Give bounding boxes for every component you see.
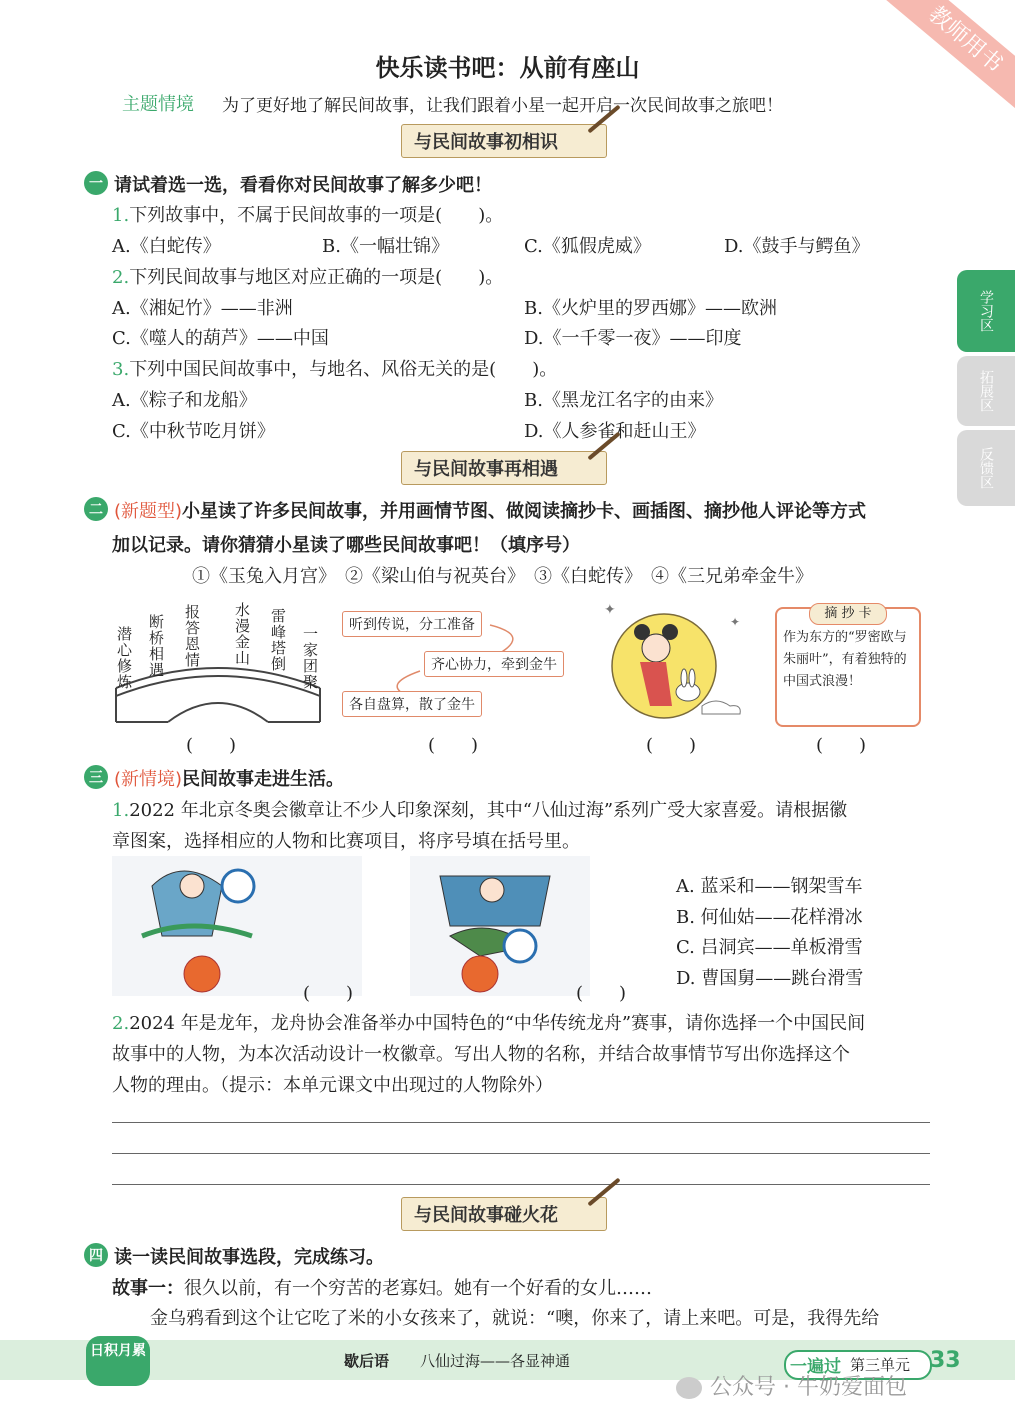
question-1-3	[112, 355, 557, 381]
theme-label: 主题情境	[122, 94, 194, 115]
section1-title: 请试着选一选，看看你对民间故事了解多少吧！	[114, 175, 492, 196]
option-a[interactable]: A.《粽子和龙船》	[112, 390, 257, 411]
answer-line[interactable]	[112, 1122, 930, 1123]
section3-title	[114, 765, 344, 791]
option-a[interactable]: A.《白蛇传》	[112, 236, 221, 257]
answer-blank[interactable]: ( )	[428, 735, 479, 756]
flow-plot-diagram	[340, 605, 580, 721]
question-3-1-line1	[112, 796, 847, 822]
plot-step: 一家团聚	[301, 626, 319, 690]
section-banner-2	[401, 451, 607, 485]
side-tab-expand[interactable]: 拓展区	[957, 356, 1015, 426]
option-b[interactable]: B.《黑龙江名字的由来》	[524, 390, 723, 411]
wechat-icon	[676, 1377, 702, 1399]
option-b[interactable]: B.《一幅壮锦》	[322, 236, 449, 257]
side-tab-study[interactable]: 学习区	[957, 270, 1015, 352]
plot-step: 潜心修炼	[115, 626, 133, 690]
question-3-1-line2: 章图案，选择相应的人物和比赛项目，将序号填在括号里。	[112, 831, 580, 852]
svg-text:✦: ✦	[730, 615, 741, 629]
bridge-plot-diagram	[112, 598, 324, 724]
answer-blank[interactable]: ( )	[186, 735, 237, 756]
question-text: 2024 年是龙年，龙舟协会准备举办中国特色的“中华传统龙舟”赛事，请你选择一个中国民间	[129, 1013, 866, 1034]
answer-blank[interactable]: ( )	[646, 735, 697, 756]
story-line-1	[112, 1274, 652, 1300]
option-d[interactable]: D.《一千零一夜》——印度	[524, 328, 742, 349]
option-c[interactable]: C.《中秋节吃月饼》	[112, 421, 275, 442]
page-title: 快乐读书吧：从前有座山	[375, 54, 640, 82]
immortal-badge-icon	[112, 856, 362, 996]
section4-title: 读一读民间故事选段，完成练习。	[114, 1247, 384, 1268]
flow-note: 齐心协力，牵到金牛	[424, 651, 564, 677]
option-d[interactable]: D.《鼓手与鳄鱼》	[724, 236, 870, 257]
immortal-badge-icon	[410, 856, 590, 996]
watermark	[676, 1370, 907, 1401]
section-banner-1	[401, 124, 607, 158]
option-b: B. 何仙姑——花样滑冰	[676, 907, 863, 928]
theme-text: 为了更好地了解民间故事，让我们跟着小星一起开启一次民间故事之旅吧！	[222, 96, 783, 116]
banner-text: 与民间故事初相识	[414, 132, 558, 153]
title-text: 小星读了许多民间故事，并用画情节图、做阅读摘抄卡、画插图、摘抄他人评论等方式	[182, 501, 867, 522]
section2-title-line1	[114, 497, 866, 523]
story-line-2: 金乌鸦看到这个让它吃了米的小女孩来了，就说：“噢，你来了，请上来吧。可是，我得先给	[150, 1308, 880, 1329]
moon-rabbit-illustration	[590, 596, 760, 726]
option-c: C. 吕洞宾——单板滑雪	[676, 937, 863, 958]
question-number: 2.	[112, 267, 130, 288]
section-badge-4: 四	[84, 1243, 108, 1267]
xiehouyu-label: 歇后语	[344, 1352, 390, 1370]
excerpt-card	[775, 607, 921, 727]
section-badge-1: 一	[84, 171, 108, 195]
question-text: 2022 年北京冬奥会徽章让不少人印象深刻，其中“八仙过海”系列广受大家喜爱。请根据徽	[129, 800, 848, 821]
banner-text: 与民间故事再相遇	[414, 459, 558, 480]
story-choices: ①《玉兔入月宫》 ②《梁山伯与祝英台》 ③《白蛇传》 ④《三兄弟牵金牛》	[192, 566, 813, 587]
story-label: 故事一：	[112, 1278, 184, 1299]
option-d[interactable]: D.《人参雀和赶山王》	[524, 421, 706, 442]
question-number: 1.	[112, 800, 130, 821]
option-d: D. 曹国舅——跳台滑雪	[676, 968, 864, 989]
brush-icon	[587, 1178, 620, 1207]
question-1-2	[112, 263, 503, 289]
question-3-2-line1	[112, 1009, 865, 1035]
olympic-badge-illustration-2	[410, 856, 590, 996]
new-context-tag: (新情境)	[114, 769, 183, 790]
question-text: 下列故事中，不属于民间故事的一项是( )。	[129, 205, 504, 226]
section-banner-3	[401, 1197, 607, 1231]
plot-step: 雷峰塔倒	[269, 608, 287, 672]
card-text: 作为东方的“罗密欧与朱丽叶”，有着独特的中国式浪漫！	[783, 630, 907, 689]
banner-text: 与民间故事碰火花	[414, 1205, 558, 1226]
option-b[interactable]: B.《火炉里的罗西娜》——欧洲	[524, 298, 777, 319]
answer-line[interactable]	[112, 1184, 930, 1185]
unit-label: 第三单元	[850, 1356, 911, 1374]
story-text: 很久以前，有一个穷苦的老寡妇。她有一个好看的女儿……	[184, 1278, 652, 1299]
section2-title-line2: 加以记录。请你猜猜小星读了哪些民间故事吧！（填序号）	[112, 535, 580, 556]
answer-blank[interactable]: ( )	[816, 735, 867, 756]
olympic-badge-illustration-1	[112, 856, 362, 996]
bridge-icon	[112, 598, 324, 724]
pass-label: 一遍过	[790, 1357, 841, 1377]
side-tab-feedback[interactable]: 反馈区	[957, 430, 1015, 506]
answer-blank[interactable]: ( )	[576, 983, 627, 1004]
question-text: 下列中国民间故事中，与地名、风俗无关的是( )。	[129, 359, 558, 380]
svg-text:✦: ✦	[604, 602, 616, 618]
teacher-edition-ribbon: 教师用书	[883, 0, 1015, 113]
question-number: 3.	[112, 359, 130, 380]
title-text: 民间故事走进生活。	[182, 769, 345, 790]
answer-blank[interactable]: ( )	[303, 983, 354, 1004]
option-a[interactable]: A.《湘妃竹》——非洲	[112, 298, 293, 319]
flow-note: 听到传说，分工准备	[342, 611, 482, 637]
plot-step: 水漫金山	[233, 602, 251, 666]
question-3-2-line2: 故事中的人物，为本次活动设计一枚徽章。写出人物的名称，并结合故事情节写出你选择这个	[112, 1044, 850, 1065]
option-c[interactable]: C.《噬人的葫芦》——中国	[112, 328, 329, 349]
question-3-2-line3: 人物的理由。（提示：本单元课文中出现过的人物除外）	[112, 1075, 553, 1096]
daily-accumulation-badge: 日积月累	[86, 1336, 150, 1386]
watermark-text: 公众号 · 牛奶爱面包	[710, 1375, 907, 1400]
answer-line[interactable]	[112, 1153, 930, 1154]
section-badge-3: 三	[84, 765, 108, 789]
moon-rabbit-icon	[590, 596, 760, 726]
question-1-1	[112, 201, 503, 227]
question-text: 下列民间故事与地区对应正确的一项是( )。	[129, 267, 504, 288]
card-title: 摘 抄 卡	[809, 603, 887, 625]
section-badge-2: 二	[84, 497, 108, 521]
option-a: A. 蓝采和——钢架雪车	[676, 876, 863, 897]
question-number: 2.	[112, 1013, 130, 1034]
new-type-tag: (新题型)	[114, 501, 183, 522]
flow-note: 各自盘算，散了金牛	[342, 691, 482, 717]
xiehouyu-text: 八仙过海——各显神通	[420, 1352, 571, 1370]
question-number: 1.	[112, 205, 130, 226]
page-number: 33	[930, 1348, 961, 1373]
plot-step: 报答恩情	[183, 604, 201, 668]
plot-step: 断桥相遇	[147, 614, 165, 678]
option-c[interactable]: C.《狐假虎威》	[524, 236, 651, 257]
